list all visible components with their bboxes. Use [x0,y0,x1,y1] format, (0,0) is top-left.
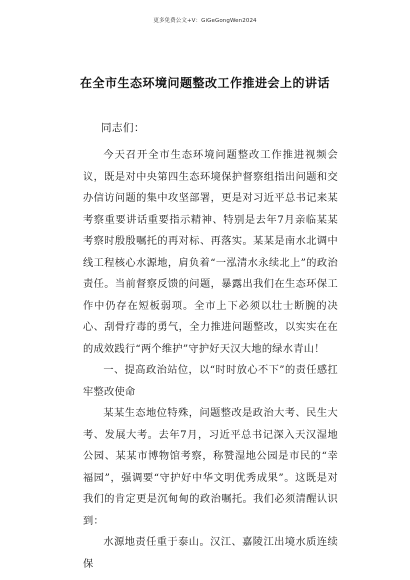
paragraph-intro: 今天召开全市生态环境问题整改工作推进视频会议，既是对中央第四生态环境保护督察组指出问题和交办信访问题的集中攻坚部署，更是对习近平总书记来某考察重要讲话重要指示精神、特别是去年7月亲临某某考察时殷殷嘱托的再对标、再落实。某某是南水北调中线工程核心水源地，肩负着“一泓清水永续北上”的政治责任。当前督察反馈的问题，暴露出我们在生态环保工作中仍存在短板弱项。全市上下必须以壮士断腕的决心、刮骨疗毒的勇气，全力推进问题整改，以实实在在的成效践行“两个维护”守护好天汉大地的绿水青山！ [83,150,338,355]
paragraph-section-1: 某某生态地位特殊，问题整改是政治大考、民生大考、发展大考。去年7月，习近平总书记深入天汉湿地公园、某某市博物馆考察，称赞湿地公园是市民的“幸福园”，强调要“守护好中华文明优秀成果”。这既是对我们的肯定更是沉甸甸的政治嘱托。我们必须清醒认识到： [83,408,338,527]
header-note: 更多免费公文+V：GiGeGongWen2024 [153,18,257,24]
section-heading-1: 一、提高政治站位，以“时时放心不下”的责任感扛牢整改使命 [83,365,338,398]
document-title: 在全市生态环境问题整改工作推进会上的讲话 [79,76,330,90]
salutation: 同志们： [101,122,145,134]
document-body [83,145,338,575]
paragraph-water-source: 水源地责任重于泰山。汉江、嘉陵江出境水质连续保 [83,537,338,570]
